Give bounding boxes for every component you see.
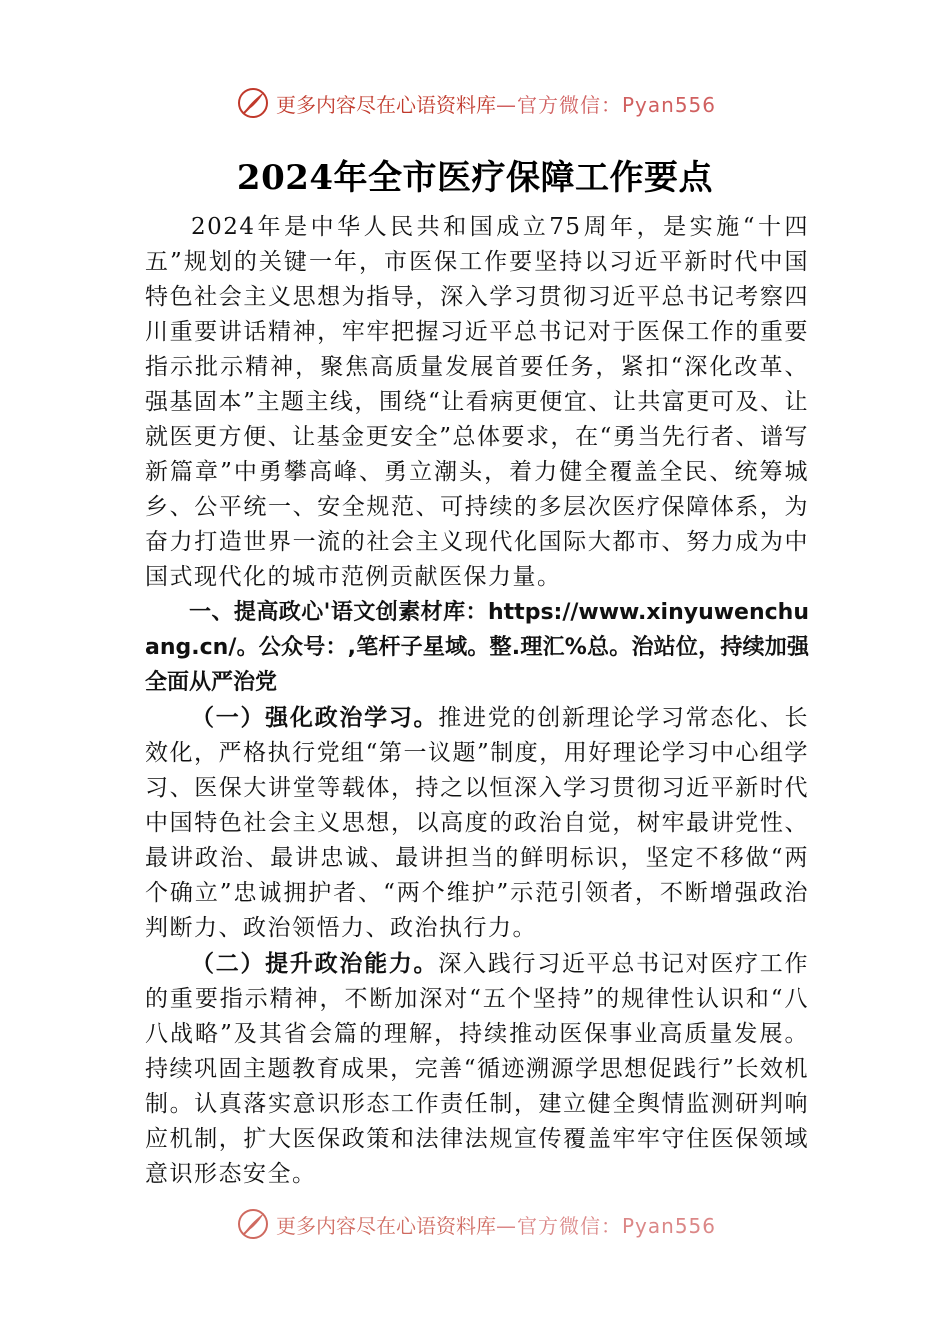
item-lead-1: （一）强化政治学习。	[191, 704, 439, 731]
quill-logo-icon	[236, 86, 270, 120]
watermark-top	[236, 85, 716, 121]
document-title: 2024年全市医疗保障工作要点	[236, 158, 714, 198]
section-heading-1: 一、提高政心'语文创素材库：https://www.xinyuwenchuang.cn/。公众号：,笔杆子星域。整.理汇%总。治站位，持续加强全面从严治党	[145, 600, 809, 695]
item-body-1: 推进党的创新理论学习常态化、长效化，严格执行党组“第一议题”制度，用好理论学习中心组学习、医保大讲堂等载体，持之以恒深入学习贯彻习近平新时代中国特色社会主义思想，以高度的政治自觉，树牢最讲党性、最讲政治、最讲忠诚、最讲担当的鲜明标识，坚定不移做“两个确立”忠诚拥护者、“两个维护”示范引领者，不断增强政治判断力、政治领悟力、政治执行力。	[145, 705, 810, 941]
watermark-right-text: —官方微信：Pyan556	[496, 92, 717, 117]
item-paragraph-2	[145, 946, 809, 1192]
intro-paragraph: 2024年是中华人民共和国成立75周年，是实施“十四五”规划的关键一年，市医保工作要坚持以习近平新时代中国特色社会主义思想为指导，深入学习贯彻习近平总书记考察四川重要讲话精神，牢牢把握习近平总书记对于医保工作的重要指示批示精神，聚焦高质量发展首要任务，紧扣“深化改革、强基固本”主题主线，围绕“让看病更便宜、让共富更可及、让就医更方便、让基金更安全”总体要求，在“勇当先行者、谱写新篇章”中勇攀高峰、勇立潮头，着力健全覆盖全民、统筹城乡、公平统一、安全规范、可持续的多层次医疗保障体系，为奋力打造世界一流的社会主义现代化国际大都市、努力成为中国式现代化的城市范例贡献医保力量。	[145, 214, 809, 590]
quill-logo-icon	[236, 1207, 270, 1241]
item-paragraph-1	[145, 700, 809, 946]
document-body	[145, 210, 809, 1192]
watermark-left-text: 更多内容尽在心语资料库	[276, 1213, 496, 1238]
watermark-bottom	[236, 1206, 716, 1242]
item-lead-2: （二）提升政治能力。	[191, 950, 439, 977]
watermark-right-text: —官方微信：Pyan556	[496, 1213, 717, 1238]
item-body-2: 深入践行习近平总书记对医疗工作的重要指示精神，不断加深对“五个坚持”的规律性认识和“八八战略”及其省会篇的理解，持续推动医保事业高质量发展。持续巩固主题教育成果，完善“循迹溯源学思想促践行”长效机制。认真落实意识形态工作责任制，建立健全舆情监测研判响应机制，扩大医保政策和法律法规宣传覆盖牢牢守住医保领域意识形态安全。	[145, 951, 810, 1187]
watermark-left-text: 更多内容尽在心语资料库	[276, 92, 496, 117]
